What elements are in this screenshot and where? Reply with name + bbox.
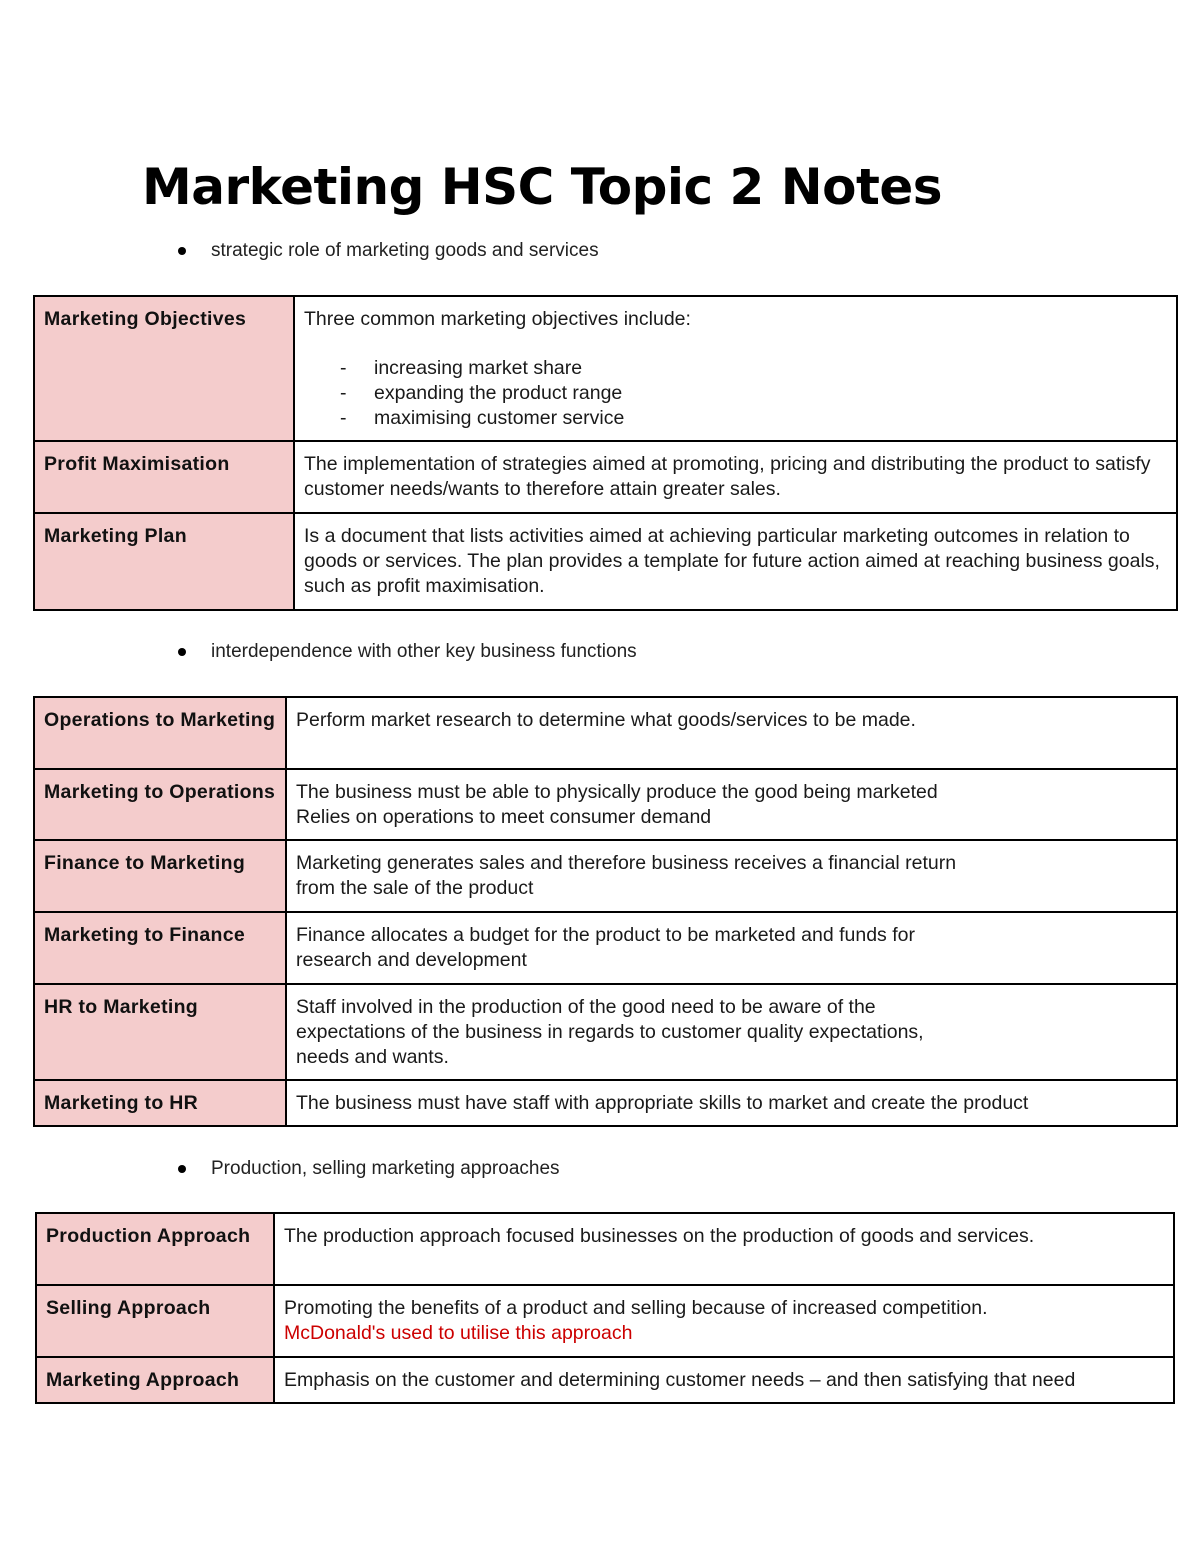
description-text: Emphasis on the customer and determining customer needs – and then satisfying that need — [284, 1369, 1076, 1391]
table-row — [34, 1080, 1177, 1126]
list-item: - expanding the product range — [340, 381, 1167, 406]
list-item: - increasing market share — [340, 356, 1167, 381]
term-cell: Marketing Plan — [34, 513, 294, 610]
description-line: from the sale of the product — [296, 877, 534, 899]
description-cell — [286, 840, 1177, 912]
table-row — [34, 697, 1177, 769]
description-line: expectations of the business in regards to customer quality expectations, — [296, 1021, 924, 1043]
section-heading-label: interdependence with other key business functions — [211, 641, 637, 662]
interdependence-table — [33, 696, 1178, 1127]
term-cell: Production Approach — [36, 1213, 274, 1285]
description-cell — [274, 1213, 1174, 1285]
description-line: Relies on operations to meet consumer demand — [296, 806, 712, 828]
description-cell — [286, 912, 1177, 984]
bullet-icon — [178, 1165, 186, 1173]
example-note: McDonald's used to utilise this approach — [284, 1322, 633, 1344]
bullet-icon — [178, 247, 186, 255]
description-intro: Three common marketing objectives include: — [304, 308, 691, 330]
description-line: needs and wants. — [296, 1046, 449, 1068]
bullet-icon — [178, 648, 186, 656]
section-heading-label: strategic role of marketing goods and services — [211, 240, 599, 261]
table-row — [34, 984, 1177, 1080]
term-cell: HR to Marketing — [34, 984, 286, 1080]
table-row — [34, 769, 1177, 840]
description-cell — [286, 984, 1177, 1080]
description-cell — [274, 1285, 1174, 1357]
section-heading-label: Production, selling marketing approaches — [211, 1158, 560, 1179]
description-text: Is a document that lists activities aimed at achieving particular marketing outcomes in relation to goods or services. The plan provides a template for future action aimed at reaching business goals, such as profit maximisation. — [304, 525, 1160, 597]
description-line: Finance allocates a budget for the product to be marketed and funds for — [296, 924, 915, 946]
description-text: Promoting the benefits of a product and selling because of increased competition. — [284, 1297, 988, 1319]
description-text: The business must have staff with appropriate skills to market and create the product — [296, 1092, 1029, 1114]
term-cell: Operations to Marketing — [34, 697, 286, 769]
description-text: The implementation of strategies aimed at promoting, pricing and distributing the product to satisfy customer needs/wants to therefore attain greater sales. — [304, 453, 1151, 500]
term-cell: Marketing Objectives — [34, 296, 294, 441]
list-item: - maximising customer service — [340, 406, 1167, 431]
section-heading-strategic-role — [178, 239, 599, 263]
table-row — [34, 513, 1177, 610]
description-cell — [286, 769, 1177, 840]
description-cell — [294, 296, 1177, 441]
description-cell — [294, 513, 1177, 610]
description-line: Staff involved in the production of the good need to be aware of the — [296, 996, 876, 1018]
term-cell: Profit Maximisation — [34, 441, 294, 513]
term-cell: Finance to Marketing — [34, 840, 286, 912]
description-text: Perform market research to determine what goods/services to be made. — [296, 709, 916, 731]
table-row — [36, 1357, 1174, 1403]
description-line: The business must be able to physically produce the good being marketed — [296, 781, 938, 803]
term-cell: Marketing to Operations — [34, 769, 286, 840]
description-cell — [286, 697, 1177, 769]
description-cell — [294, 441, 1177, 513]
table-row — [34, 441, 1177, 513]
table-row — [36, 1285, 1174, 1357]
description-text: The production approach focused businesses on the production of goods and services. — [284, 1225, 1035, 1247]
term-cell: Marketing Approach — [36, 1357, 274, 1403]
description-line: Marketing generates sales and therefore business receives a financial return — [296, 852, 957, 874]
table-row — [36, 1213, 1174, 1285]
table-row — [34, 912, 1177, 984]
strategic-role-table — [33, 295, 1178, 611]
term-cell: Marketing to HR — [34, 1080, 286, 1126]
section-heading-interdependence — [178, 640, 637, 664]
section-heading-approaches — [178, 1157, 560, 1181]
term-cell: Marketing to Finance — [34, 912, 286, 984]
term-cell: Selling Approach — [36, 1285, 274, 1357]
approaches-table — [35, 1212, 1175, 1404]
table-row — [34, 840, 1177, 912]
table-row — [34, 296, 1177, 441]
description-line: research and development — [296, 949, 527, 971]
objectives-list — [304, 356, 1167, 431]
description-cell — [286, 1080, 1177, 1126]
page-title: Marketing HSC Topic 2 Notes — [142, 158, 943, 216]
description-cell — [274, 1357, 1174, 1403]
